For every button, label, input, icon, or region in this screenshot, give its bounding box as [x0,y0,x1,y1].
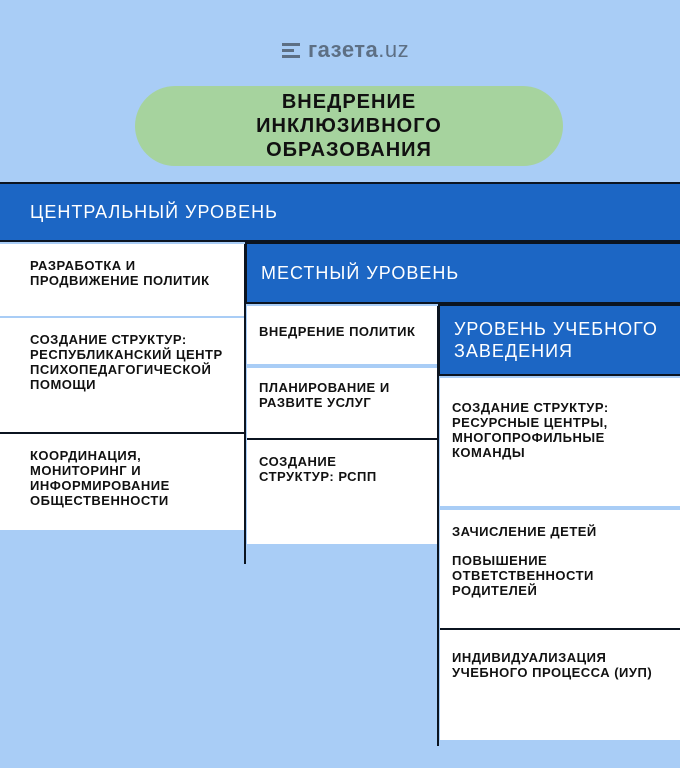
central-item-3: КООРДИНАЦИЯ, МОНИТОРИНГ И ИНФОРМИРОВАНИЕ ОБЩЕСТВЕННОСТИ [0,434,244,530]
school-item-4: ИНДИВИДУАЛИЗАЦИЯ УЧЕБНОГО ПРОЦЕССА (ИУП) [440,630,680,740]
logo-mark-icon [282,43,300,58]
central-item-1: РАЗРАБОТКА И ПРОДВИЖЕНИЕ ПОЛИТИК [0,244,244,316]
school-left-border [437,306,439,746]
gazeta-logo [282,38,409,62]
local-item-3: СОЗДАНИЕ СТРУКТУР: РСПП [247,440,437,544]
school-item-1: СОЗДАНИЕ СТРУКТУР: РЕСУРСНЫЕ ЦЕНТРЫ, МНОГОПРОФИЛЬНЫЕ КОМАНДЫ [440,378,680,506]
local-left-border [244,244,246,564]
local-item-2: ПЛАНИРОВАНИЕ И РАЗВИТЕ УСЛУГ [247,368,437,438]
school-item-3: ПОВЫШЕНИЕ ОТВЕТСТВЕННОСТИ РОДИТЕЛЕЙ [452,553,594,598]
logo-text: газета.uz [308,37,410,62]
local-level-header: МЕСТНЫЙ УРОВЕНЬ [245,242,680,304]
central-level-header: ЦЕНТРАЛЬНЫЙ УРОВЕНЬ [0,182,680,242]
school-item-2: ЗАЧИСЛЕНИЕ ДЕТЕЙ ПОВЫШЕНИЕ ОТВЕТСТВЕННОСТИ РОДИТЕЛЕЙ [440,510,680,628]
school-level-header: УРОВЕНЬ УЧЕБНОГО ЗАВЕДЕНИЯ [438,304,680,376]
diagram-title: ВНЕДРЕНИЕ ИНКЛЮЗИВНОГО ОБРАЗОВАНИЯ [135,86,563,166]
local-item-1: ВНЕДРЕНИЕ ПОЛИТИК [247,306,437,364]
central-item-2: СОЗДАНИЕ СТРУКТУР: РЕСПУБЛИКАНСКИЙ ЦЕНТР ПСИХОПЕДАГОГИЧЕСКОЙ ПОМОЩИ [0,318,244,432]
